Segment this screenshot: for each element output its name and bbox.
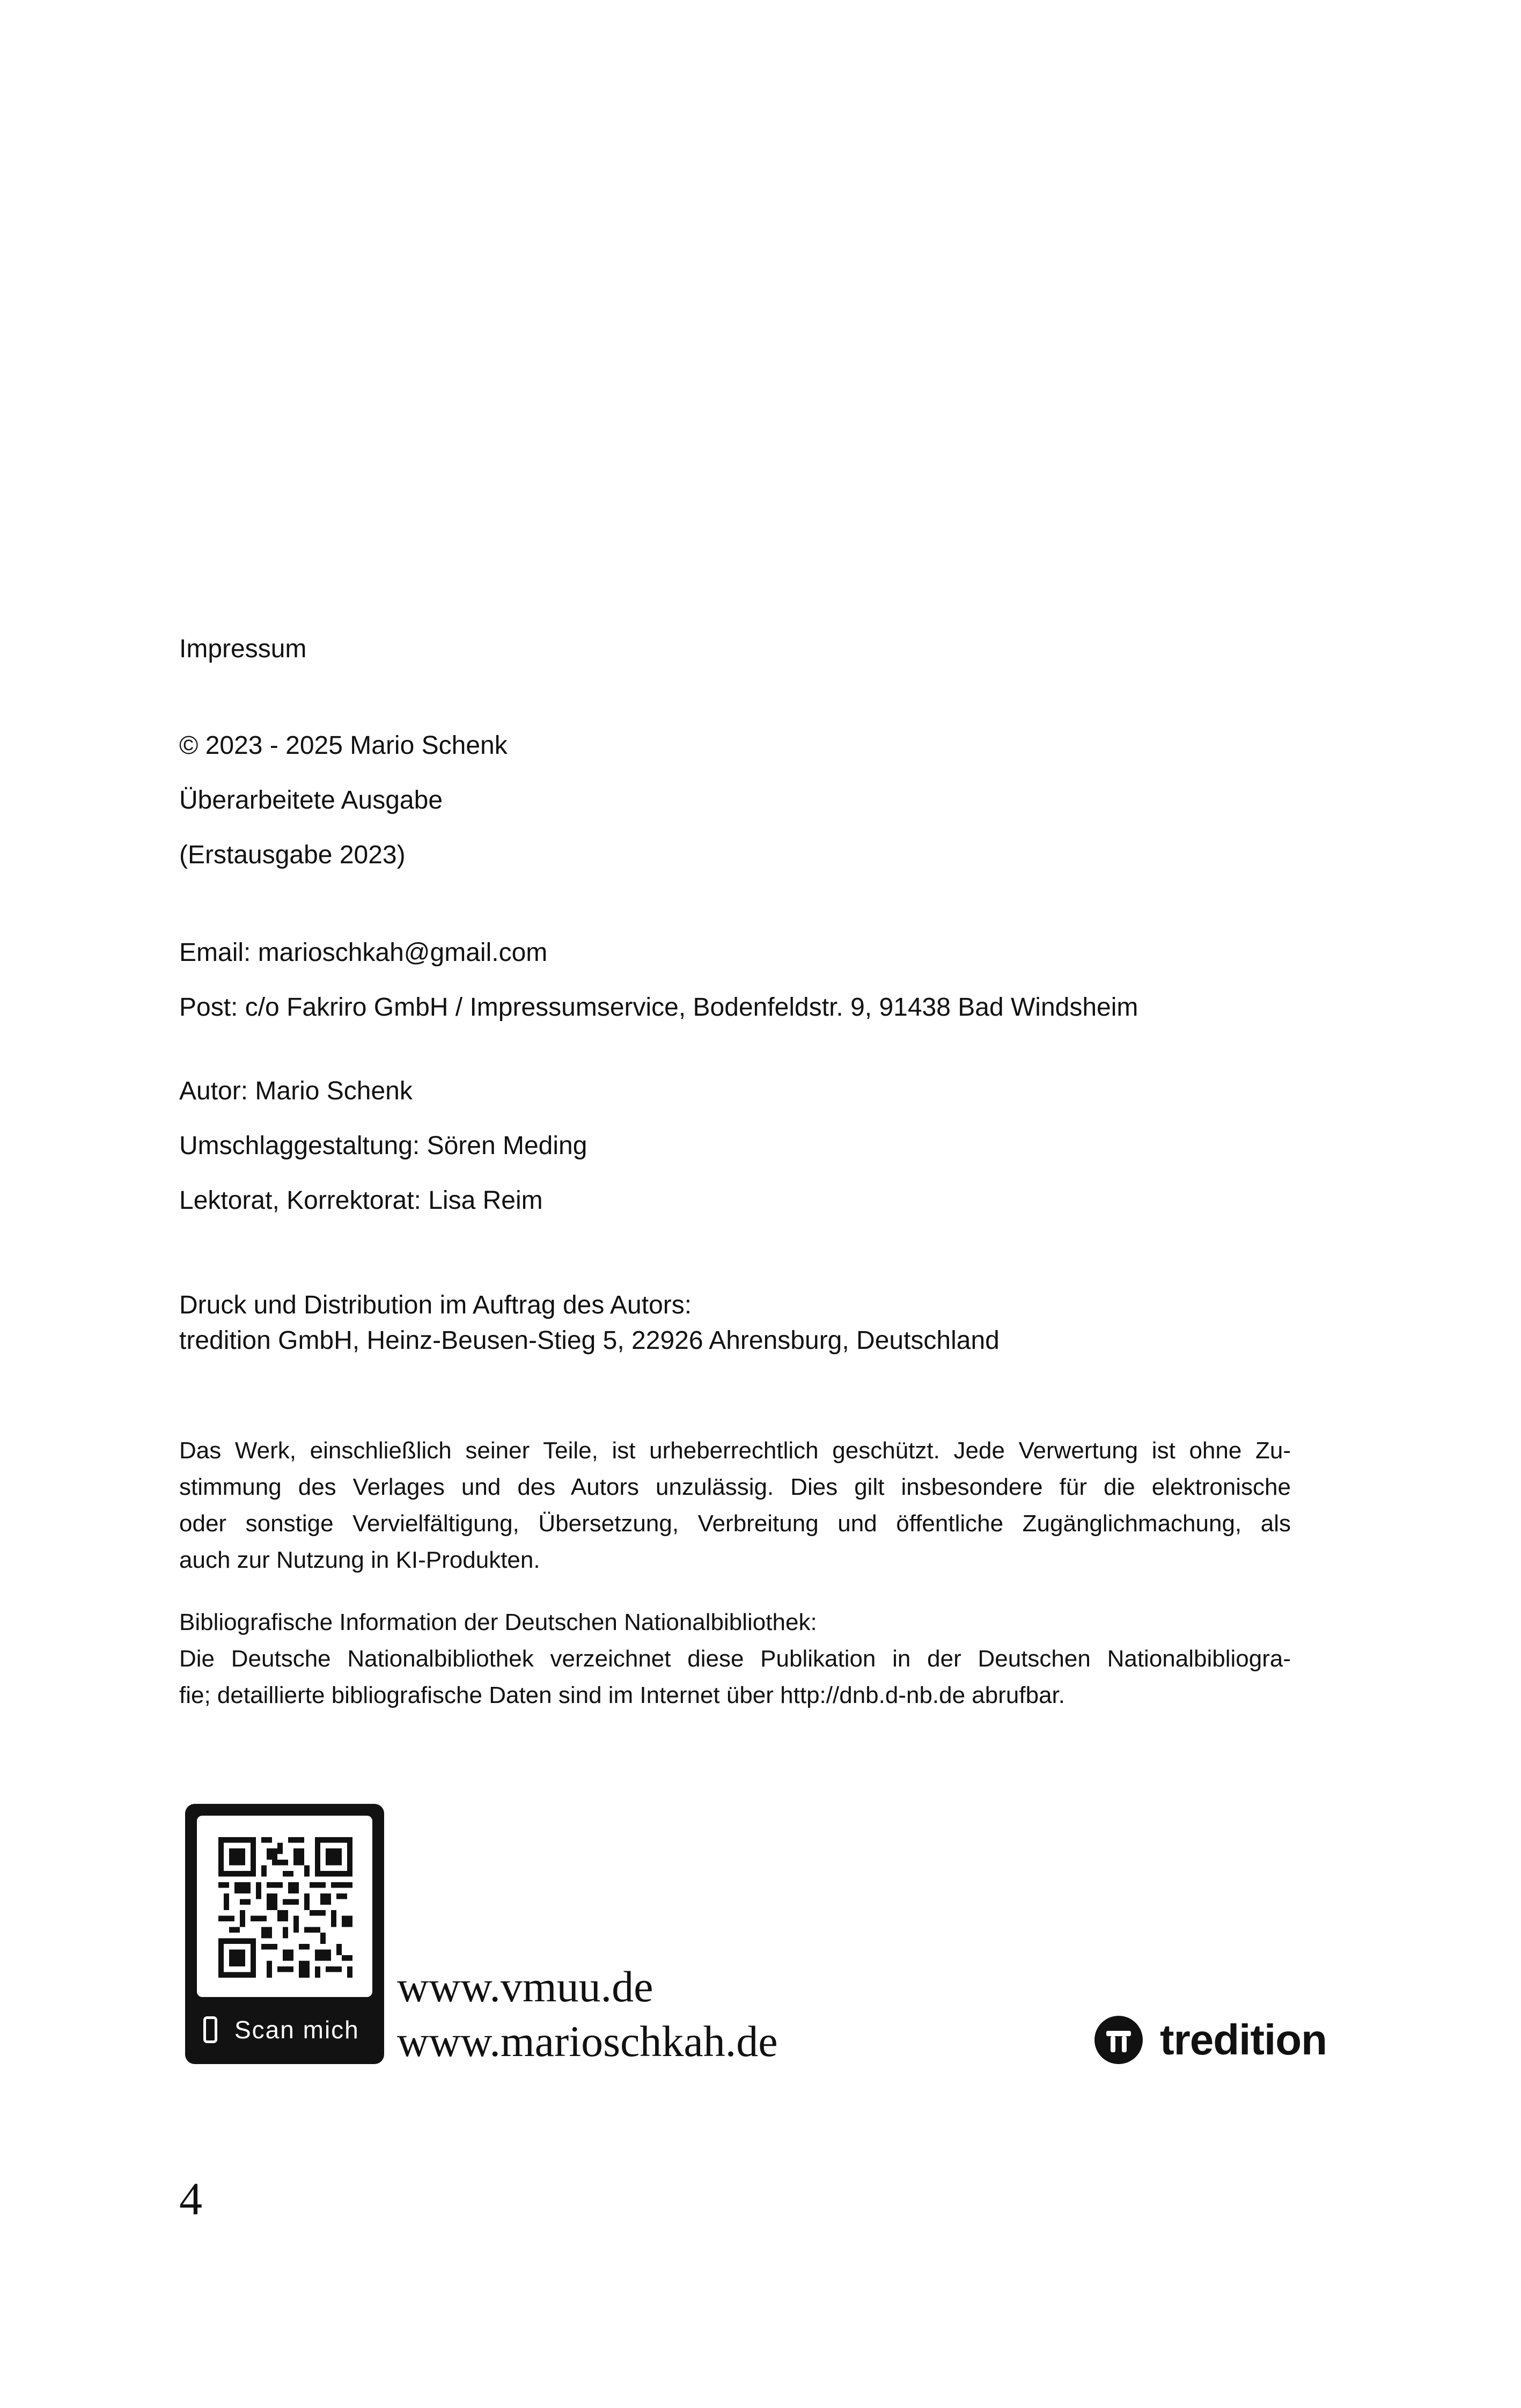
tredition-logo-icon [1094, 2016, 1143, 2064]
bibliographic-info [179, 1604, 1291, 1714]
copyright-notice-line: auch zur Nutzung in KI-Produkten. [179, 1547, 540, 1573]
editing-line: Lektorat, Korrektorat: Lisa Reim [179, 1186, 543, 1215]
scan-me-label-row [197, 2010, 374, 2053]
copyright-notice-line: Das Werk, einschließlich seiner Teile, ist urheberrechtlich geschützt. Jede Verwertung ist ohne Zu- [179, 1437, 1291, 1464]
imprint-heading: Impressum [179, 635, 307, 663]
postal-address-line: Post: c/o Fakriro GmbH / Impressumservice, Bodenfeldstr. 9, 91438 Bad Windsheim [179, 993, 1138, 1022]
bibliographic-info-line: Die Deutsche Nationalbibliothek verzeichnet diese Publikation in der Deutschen Nationalbibliogra- [179, 1646, 1291, 1672]
qr-code-icon [218, 1837, 352, 1978]
tredition-wordmark: tredition [1160, 2016, 1327, 2064]
bibliographic-info-line: Bibliografische Information der Deutschen Nationalbibliothek: [179, 1609, 817, 1635]
copyright-notice-line: stimmung des Verlages und des Autors unzulässig. Dies gilt insbesondere für die elektronische [179, 1474, 1291, 1500]
author-line: Autor: Mario Schenk [179, 1077, 413, 1105]
scan-me-label: Scan mich [234, 2016, 359, 2044]
distribution-block [179, 1288, 1290, 1359]
distribution-line: Druck und Distribution im Auftrag des Autors: [179, 1291, 692, 1319]
copyright-notice-line: oder sonstige Vervielfältigung, Übersetzung, Verbreitung und öffentliche Zugänglichmachung, als [179, 1510, 1291, 1537]
website-link-vmuu[interactable]: www.vmuu.de [397, 1962, 653, 2011]
website-link-marioschkah[interactable]: www.marioschkah.de [397, 2017, 778, 2066]
copyright-line: © 2023 - 2025 Mario Schenk [179, 731, 508, 760]
qr-code-card[interactable] [185, 1804, 384, 2064]
copyright-notice [179, 1433, 1291, 1579]
tredition-logo [1094, 2016, 1331, 2064]
page-number: 4 [179, 2173, 202, 2225]
email-line: Email: marioschkah@gmail.com [179, 938, 548, 967]
distribution-line: tredition GmbH, Heinz-Beusen-Stieg 5, 22926 Ahrensburg, Deutschland [179, 1326, 1000, 1355]
edition-line: Überarbeitete Ausgabe [179, 786, 443, 814]
website-links [397, 1959, 778, 2069]
qr-code-frame [197, 1816, 372, 1997]
cover-design-line: Umschlaggestaltung: Sören Meding [179, 1132, 587, 1160]
phone-icon [203, 2016, 217, 2043]
bibliographic-info-line: fie; detaillierte bibliografische Daten sind im Internet über http://dnb.d-nb.de abrufbar. [179, 1682, 1065, 1708]
first-edition-line: (Erstausgabe 2023) [179, 841, 406, 869]
